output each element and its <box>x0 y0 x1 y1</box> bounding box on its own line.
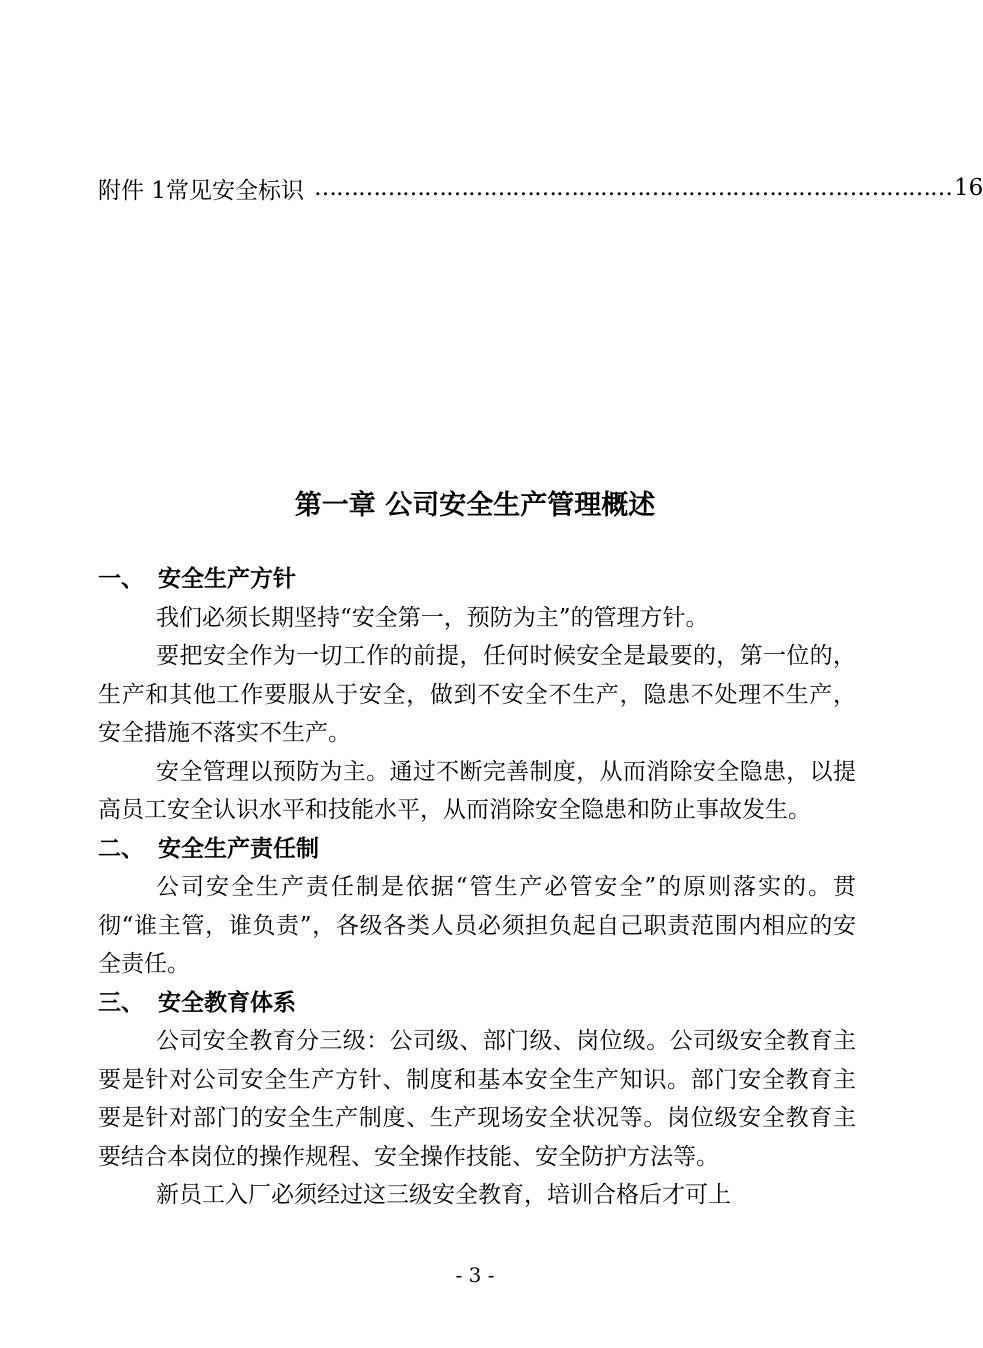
paragraph: 我们必须长期坚持“安全第一，预防为主”的管理方针。 <box>156 604 709 631</box>
toc-dot-leader: …………………………………………………………………………… <box>313 175 952 201</box>
section-heading <box>98 560 856 599</box>
section-heading <box>98 830 856 869</box>
section-policy <box>98 560 856 830</box>
toc-entry-page: 16 <box>953 175 983 201</box>
chapter-title: 第一章 公司安全生产管理概述 <box>294 490 656 521</box>
paragraph: 公司安全生产责任制是依据“管生产必管安全”的原则落实的。贯彻“谁主管，谁负责”，各级各类人员必须担负起自己职责范围内相应的安全责任。 <box>98 874 856 977</box>
page-number: - 3 - <box>455 1263 495 1287</box>
toc-entry-title: 常见安全标识 <box>165 177 304 204</box>
toc-entry <box>98 171 983 205</box>
section-number: 三、 <box>98 989 144 1016</box>
paragraph: 公司安全教育分三级：公司级、部门级、岗位级。公司级安全教育主要是针对公司安全生产方针、制度和基本安全生产知识。部门安全教育主要是针对部门的安全生产制度、生产现场安全状况等。岗位级安全教育主要结合本岗位的操作规程、安全操作技能、安全防护方法等。 <box>98 1028 856 1170</box>
section-education <box>98 984 856 1215</box>
paragraph: 安全管理以预防为主。通过不断完善制度，从而消除安全隐患，以提高员工安全认识水平和技能水平，从而消除安全隐患和防止事故发生。 <box>98 758 856 823</box>
chapter-body <box>98 560 856 1215</box>
section-number: 一、 <box>98 566 144 592</box>
paragraph: 新员工入厂必须经过这三级安全教育，培训合格后才可上 <box>156 1182 731 1208</box>
section-title: 安全生产方针 <box>158 566 296 592</box>
section-responsibility <box>98 830 856 984</box>
section-number: 二、 <box>98 835 144 862</box>
section-title: 安全教育体系 <box>158 989 296 1016</box>
toc-entry-label: 附件 1 <box>98 177 166 204</box>
section-title: 安全生产责任制 <box>158 835 319 862</box>
section-heading <box>98 984 856 1023</box>
paragraph: 要把安全作为一切工作的前提，任何时候安全是最要的，第一位的，生产和其他工作要服从于安全，做到不安全不生产，隐患不处理不生产，安全措施不落实不生产。 <box>98 643 856 746</box>
